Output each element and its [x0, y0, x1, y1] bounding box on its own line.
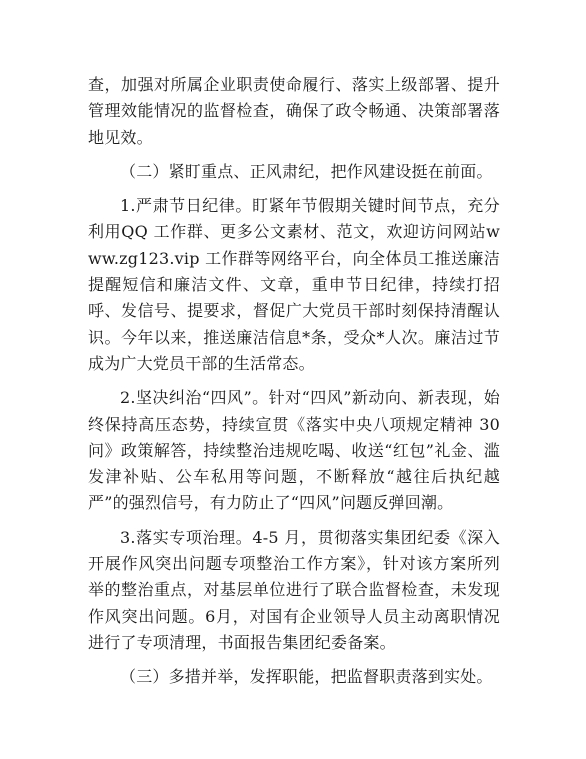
document-body [88, 72, 500, 691]
paragraph-holiday-discipline: 1.严肃节日纪律。盯紧年节假期关键时间节点，充分利用QQ 工作群、更多公文素材、范文，欢迎访问网站www.zg123.vip 工作群等网络平台，向全体员工推送廉洁提醒短信和廉洁文件、文章，重申节日纪律，持续打招呼、发信号、提要求，督促广大党员干部时刻保持清醒认识。今年以来，推送廉洁信息*条，受众*人次。廉洁过节成为广大党员干部的生活常态。 [88, 196, 500, 373]
paragraph-special-governance: 3.落实专项治理。4-5 月，贯彻落实集团纪委《深入开展作风突出问题专项整治工作方案》，针对该方案所列举的整治重点，对基层单位进行了联合监督检查，未发现作风突出问题。6月，对国有企业领导人员主动离职情况进行了专项清理，书面报告集团纪委备案。 [88, 527, 500, 652]
paragraph-continued: 查，加强对所属企业职责使命履行、落实上级部署、提升管理效能情况的监督检查，确保了政令畅通、决策部署落地见效。 [88, 75, 500, 147]
paragraph-four-styles: 2.坚决纠治“四风”。针对“四风”新动向、新表现，始终保持高压态势，持续宣贯《落实中央八项规定精神 30 问》政策解答，持续整治违规吃喝、收送“红包”礼金、滥发津补贴、公车私用等问题，不断释放“越往后执纪越严”的强烈信号，有力防止了“四风”问题反弹回潮。 [88, 388, 500, 513]
section-heading-2: （二）紧盯重点、正风肃纪，把作风建设挺在前面。 [120, 161, 493, 181]
section-heading-3: （三）多措并举，发挥职能，把监督职责落到实处。 [120, 667, 493, 687]
